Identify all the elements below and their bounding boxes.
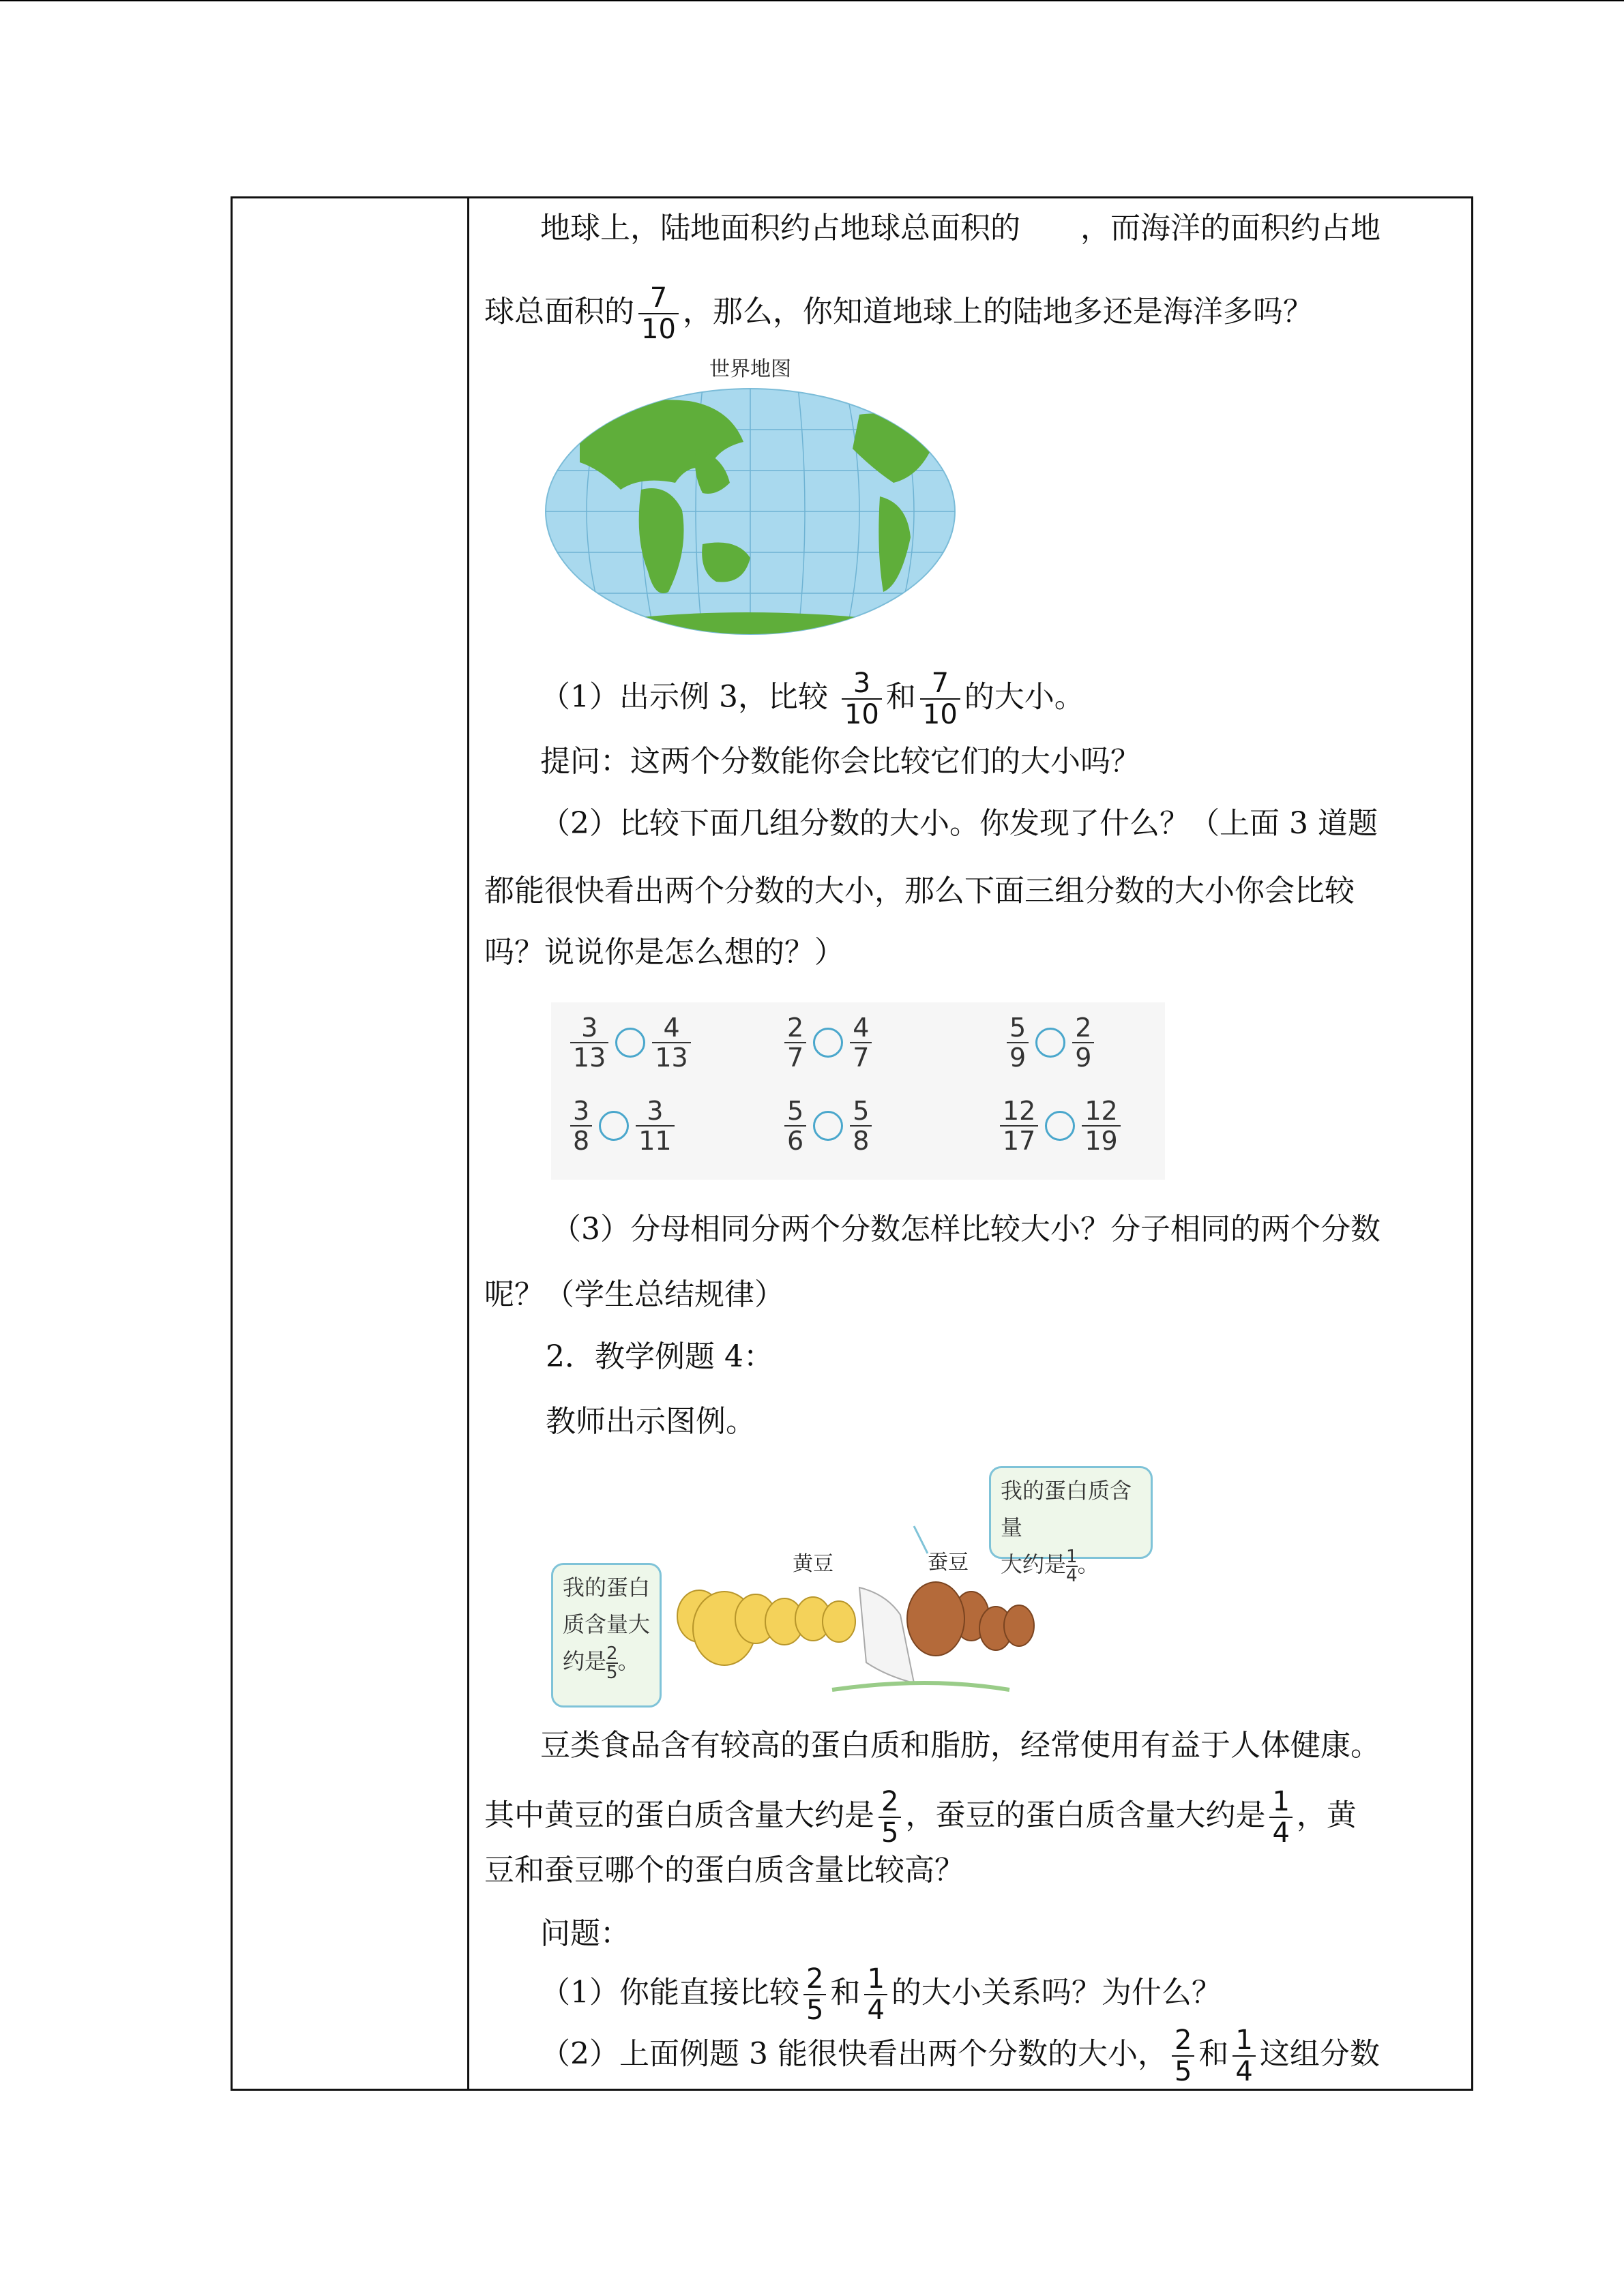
para-earth-1 <box>540 208 1381 249</box>
text-line: 地球上，陆地面积约占地球总面积的 ，而海洋的面积约占地 <box>540 211 1381 245</box>
numerator: 7 <box>931 668 949 699</box>
compare-circle[interactable] <box>813 1111 843 1141</box>
fraction-2-5: $\frac{2}{5}$ <box>1172 2025 1194 2087</box>
para-beans-1 <box>540 1725 1381 1766</box>
speech-bubble-broad-bean <box>989 1466 1153 1586</box>
para-question-2 <box>540 2025 1380 2087</box>
bubble-text: 质含量大 <box>563 1611 651 1637</box>
map-title: 世界地图 <box>709 357 791 381</box>
speech-bubble-soybean <box>551 1563 662 1708</box>
fraction: 2 9 <box>1072 1013 1094 1072</box>
fraction-compare-grid <box>551 1002 1165 1180</box>
para-questions-title <box>540 1913 630 1954</box>
compare-circle[interactable] <box>813 1028 843 1058</box>
text-line: 豆和蚕豆哪个的蛋白质含量比较高？ <box>484 1853 964 1888</box>
bubble-text: 约是 $\frac{2}{5}$ 。 <box>563 1643 640 1683</box>
text-line: 提问：这两个分数能你会比较它们的大小吗？ <box>540 744 1140 779</box>
bubble-text: 我的蛋白 <box>563 1575 651 1600</box>
fraction: 5 9 <box>1007 1013 1029 1072</box>
text-line: 豆类食品含有较高的蛋白质和脂肪，经常使用有益于人体健康。 <box>540 1728 1381 1763</box>
denominator: 10 <box>842 698 882 730</box>
fraction: 4 13 <box>652 1013 690 1072</box>
para-q1 <box>540 741 1140 782</box>
text-line: 和 <box>1198 2036 1229 2072</box>
para-q2-line1 <box>540 803 1378 844</box>
text-line: （2）比较下面几组分数的大小。你发现了什么？（上面 3 道题 <box>540 806 1378 841</box>
fraction: 12 17 <box>1000 1097 1038 1155</box>
para-question-1 <box>540 1964 1222 2025</box>
fraction-1-4: $\frac{1}{4}$ <box>1232 2025 1255 2087</box>
column-divider <box>467 198 469 2089</box>
text-line: （1）你能直接比较 <box>540 1975 799 2010</box>
numerator: 7 <box>649 282 668 314</box>
text-line: 的大小关系吗？为什么？ <box>891 1975 1222 2010</box>
para-q3-line1 <box>551 1209 1381 1250</box>
compare-pair <box>1007 1013 1094 1072</box>
para-earth-2 <box>484 283 1313 344</box>
fraction: 12 19 <box>1082 1097 1120 1155</box>
compare-circle[interactable] <box>599 1111 629 1141</box>
text-line: （1）出示例 3，比较 <box>540 679 828 715</box>
text-line: 其中黄豆的蛋白质含量大约是 <box>484 1798 874 1833</box>
para-ex3 <box>540 668 1084 730</box>
fraction: 3 13 <box>570 1013 608 1072</box>
para-beans-3 <box>484 1850 964 1891</box>
para-q3-line2 <box>484 1274 784 1315</box>
numerator: 3 <box>853 668 871 699</box>
text-line: 和 <box>885 679 916 715</box>
para-q2-line3 <box>484 932 844 973</box>
para-q2-line2 <box>484 871 1355 912</box>
para-teach-ex4 <box>546 1337 773 1377</box>
para-beans-2 <box>484 1787 1357 1848</box>
denominator: 10 <box>638 313 679 344</box>
text-line: 问题： <box>540 1916 630 1951</box>
text-line: 呢？（学生总结规律） <box>484 1277 784 1312</box>
compare-pair <box>784 1013 872 1072</box>
text-line: 教师出示图例。 <box>546 1404 756 1439</box>
text-line: ，那么，你知道地球上的陆地多还是海洋多吗？ <box>682 294 1313 329</box>
fraction-1-4: $\frac{1}{4}$ <box>1269 1787 1292 1848</box>
compare-pair <box>570 1097 675 1155</box>
text-line: ，黄 <box>1296 1798 1357 1833</box>
fraction-2-5: $\frac{2}{5}$ <box>803 1964 826 2025</box>
fraction-2-5: $\frac{2}{5}$ <box>879 1787 901 1848</box>
text-line: 2．教学例题 4： <box>546 1339 773 1374</box>
denominator: 10 <box>920 698 960 730</box>
bubble-text: 大约是 $\frac{1}{4}$ 。 <box>1001 1546 1099 1586</box>
para-teacher-show <box>546 1401 756 1442</box>
fraction-7-10 <box>638 283 679 344</box>
fraction: 5 8 <box>850 1097 872 1155</box>
fraction: 3 11 <box>636 1097 674 1155</box>
label-broad-bean: 蚕豆 <box>928 1551 969 1575</box>
compare-circle[interactable] <box>1035 1028 1065 1058</box>
world-map <box>539 346 962 646</box>
world-map-graphic <box>539 346 962 646</box>
text-line: 球总面积的 <box>484 294 634 329</box>
bubble-text: 我的蛋白质含量 <box>1001 1478 1132 1540</box>
fraction: 2 7 <box>784 1013 806 1072</box>
fraction: 3 8 <box>570 1097 592 1155</box>
text-line: （3）分母相同分两个分数怎样比较大小？分子相同的两个分数 <box>551 1212 1381 1247</box>
text-line: 吗？说说你是怎么想的？） <box>484 935 844 970</box>
fraction-3-10 <box>842 668 882 730</box>
fraction-1-4: $\frac{1}{4}$ <box>864 1964 887 2025</box>
fraction: 5 6 <box>784 1097 806 1155</box>
text-line: （2）上面例题 3 能很快看出两个分数的大小， <box>540 2036 1168 2072</box>
fraction: 4 7 <box>850 1013 872 1072</box>
text-line: 和 <box>830 1975 861 2010</box>
compare-circle[interactable] <box>1045 1111 1075 1141</box>
compare-pair <box>1000 1097 1121 1155</box>
fraction-2-5: $\frac{2}{5}$ <box>606 1643 618 1683</box>
beans-illustration <box>546 1458 1160 1710</box>
fraction-1-4: $\frac{1}{4}$ <box>1066 1546 1078 1586</box>
label-soybean: 黄豆 <box>793 1552 833 1576</box>
text-line: 的大小。 <box>964 679 1084 715</box>
compare-pair <box>784 1097 872 1155</box>
fraction-7-10 <box>920 668 960 730</box>
top-rule <box>0 0 1624 1</box>
text-line: 都能很快看出两个分数的大小，那么下面三组分数的大小你会比较 <box>484 874 1355 908</box>
text-line: ，蚕豆的蛋白质含量大约是 <box>905 1798 1266 1833</box>
text-line: 这组分数 <box>1259 2036 1380 2072</box>
compare-circle[interactable] <box>615 1028 645 1058</box>
compare-pair <box>570 1013 691 1072</box>
